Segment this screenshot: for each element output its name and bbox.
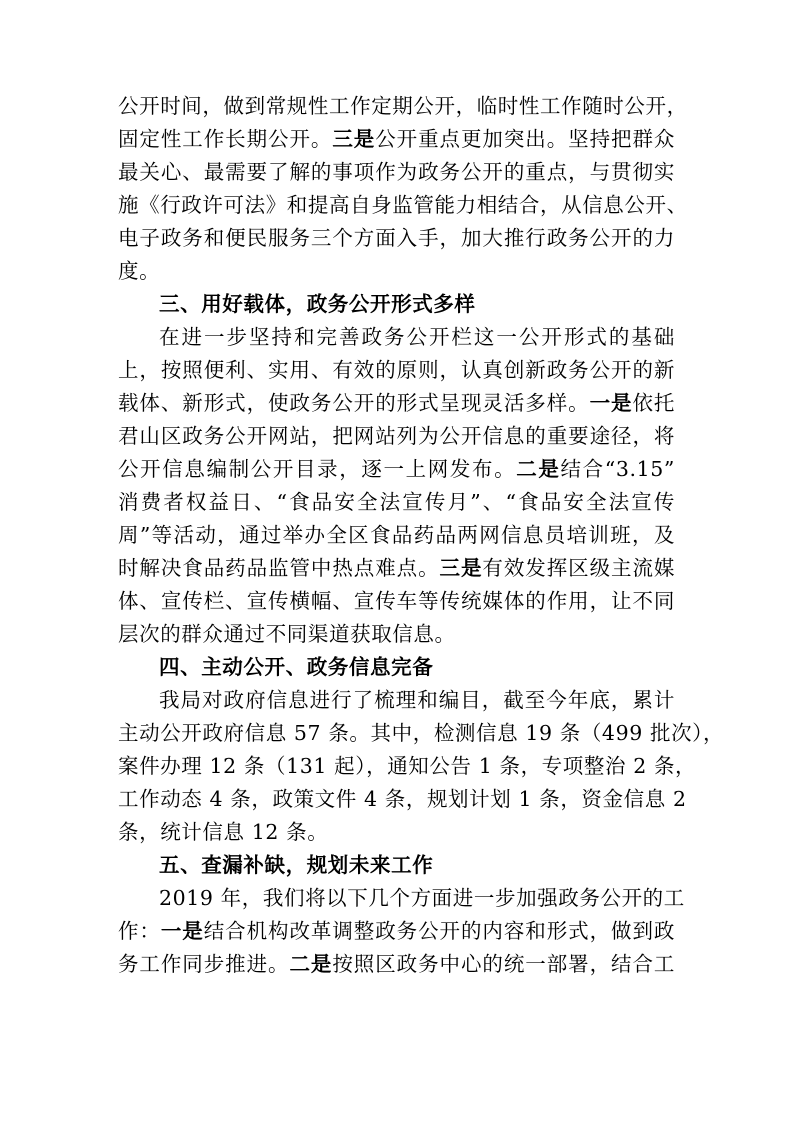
text-span: 结合“3.15”: [560, 457, 676, 481]
text-span: 时解决食品药品监管中热点难点。: [118, 556, 440, 580]
text-line: [118, 915, 675, 948]
emphasis: 一是: [160, 919, 204, 943]
text-line: 周”等活动，通过举办全区食品药品两网信息员培训班，及: [118, 523, 675, 547]
emphasis: 一是: [589, 391, 633, 415]
emphasis: 三是: [332, 127, 376, 151]
text-span: 公开信息编制公开目录，逐一上网发布。: [118, 457, 517, 481]
paragraph: [118, 321, 675, 651]
paragraph: [118, 882, 685, 981]
paragraph: [118, 684, 725, 849]
text-span: 作：: [118, 919, 161, 943]
text-line: 上，按照便利、实用、有效的原则，认真创新政务公开的新: [118, 358, 675, 382]
text-span: 结合机构改革调整政务公开的内容和形式，做到政: [203, 919, 675, 943]
text-line: 工作动态 4 条，政策文件 4 条，规划计划 1 条，资金信息 2: [118, 787, 687, 811]
text-line: [118, 123, 675, 156]
text-span: 固定性工作长期公开。: [118, 127, 333, 151]
section-heading: 四、主动公开、政务信息完备: [159, 655, 434, 679]
text-line: 电子政务和便民服务三个方面入手，加大推行政务公开的力: [118, 226, 675, 250]
text-line: 我局对政府信息进行了梳理和编目，截至今年底，累计: [159, 688, 675, 712]
text-line: 在进一步坚持和完善政务公开栏这一公开形式的基础: [159, 325, 675, 349]
text-line: [118, 948, 675, 981]
text-span: 有效发挥区级主流媒: [482, 556, 676, 580]
section-heading: 三、用好载体，政务公开形式多样: [159, 292, 476, 316]
text-span: 依托: [632, 391, 676, 415]
paragraph: [118, 90, 688, 288]
text-line: 案件办理 12 条（131 起），通知公告 1 条，专项整治 2 条，: [118, 754, 697, 778]
emphasis: 二是: [516, 457, 561, 481]
text-line: 君山区政务公开网站，把网站列为公开信息的重要途径，将: [118, 424, 675, 448]
text-line: [118, 552, 675, 585]
text-line: 度。: [118, 259, 161, 283]
section-heading: 五、查漏补缺，规划未来工作: [159, 853, 434, 877]
emphasis: 二是: [289, 952, 333, 976]
text-line: 体、宣传栏、宣传横幅、宣传车等传统媒体的作用，让不同: [118, 589, 675, 613]
text-span: 按照区政务中心的统一部署，结合工: [332, 952, 675, 976]
text-span: 载体、新形式，使政务公开的形式呈现灵活多样。: [118, 391, 590, 415]
text-line: 施《行政许可法》和提高自身监管能力相结合，从信息公开、: [118, 193, 688, 217]
text-line: 2019 年，我们将以下几个方面进一步加强政务公开的工: [159, 886, 685, 910]
text-line: 公开时间，做到常规性工作定期公开，临时性工作随时公开，: [118, 94, 688, 118]
text-line: 消费者权益日、“食品安全法宣传月”、“食品安全法宣传: [118, 490, 675, 514]
text-span: 公开重点更加突出。坚持把群众: [375, 127, 675, 151]
emphasis: 三是: [439, 556, 483, 580]
text-span: 务工作同步推进。: [118, 952, 290, 976]
text-line: 条，统计信息 12 条。: [118, 820, 329, 844]
text-line: 最关心、最需要了解的事项作为政务公开的重点，与贯彻实: [118, 160, 675, 184]
text-line: 层次的群众通过不同渠道获取信息。: [118, 622, 456, 646]
text-line: 主动公开政府信息 57 条。其中，检测信息 19 条（499 批次），: [118, 721, 725, 745]
text-line: [118, 453, 675, 486]
text-line: [118, 387, 675, 420]
